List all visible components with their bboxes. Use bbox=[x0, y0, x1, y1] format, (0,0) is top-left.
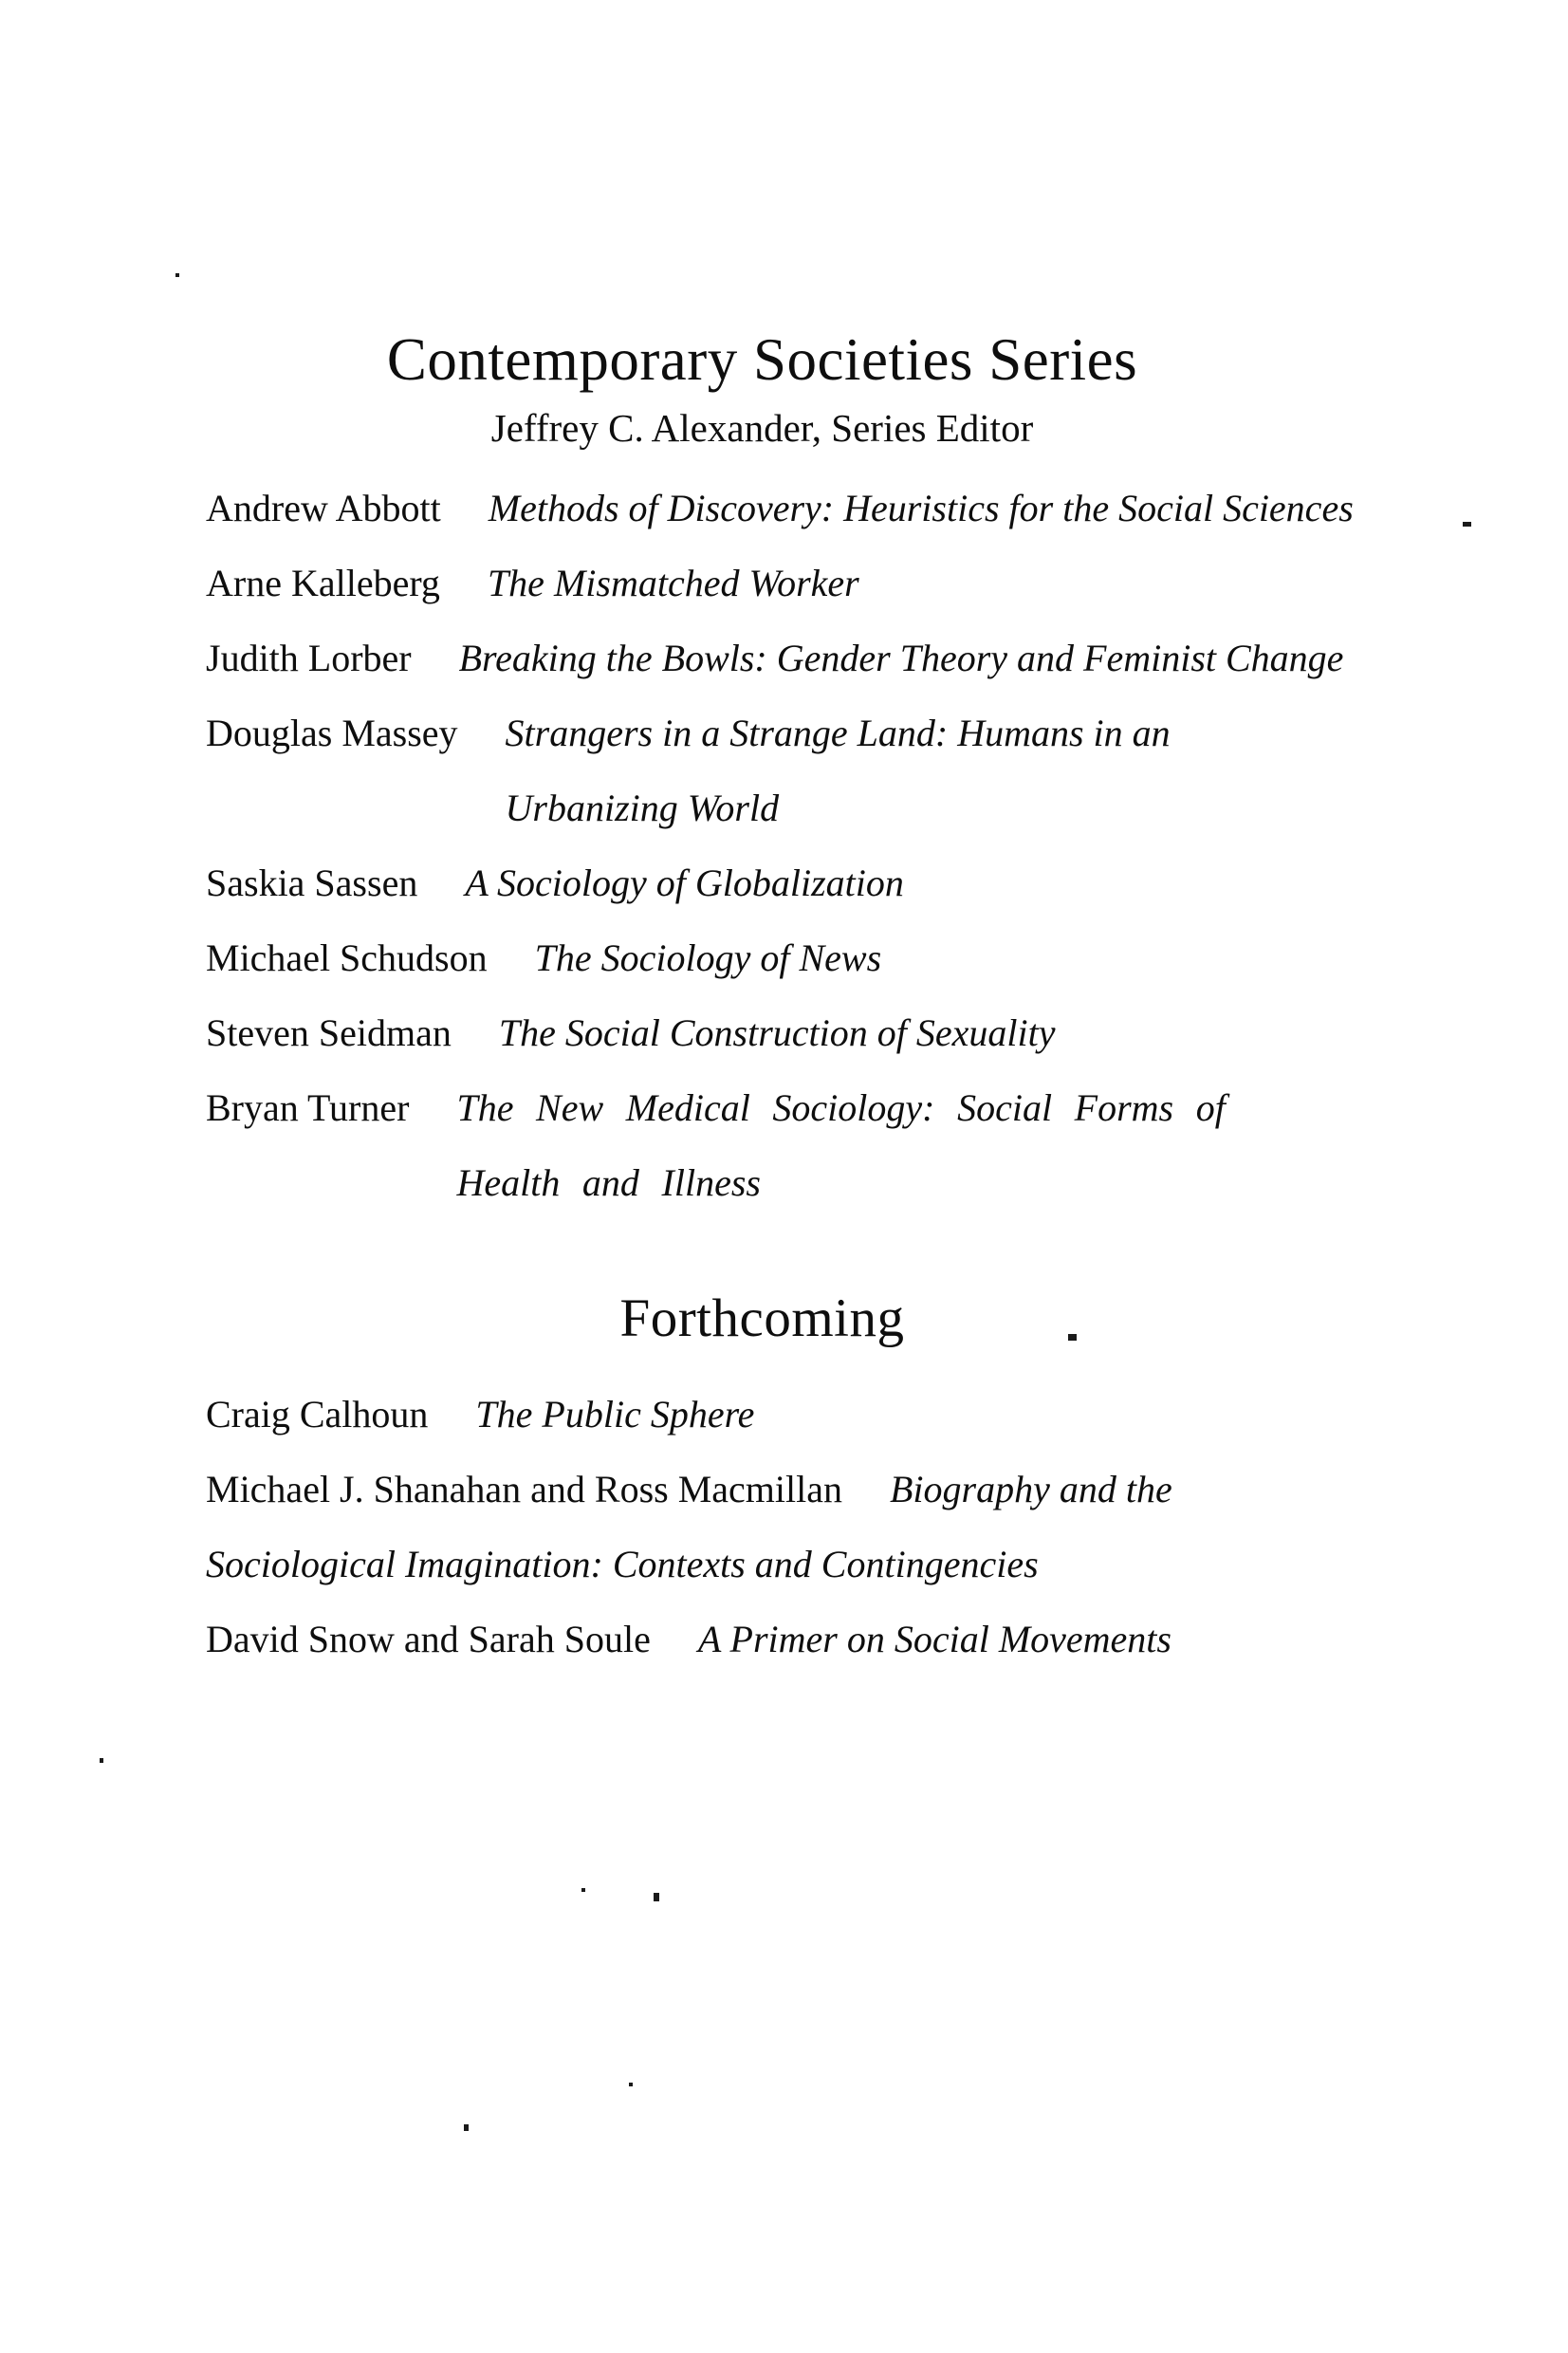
series-entry bbox=[206, 546, 1319, 621]
entry-author: Michael Schudson bbox=[206, 936, 488, 980]
series-list bbox=[206, 471, 1354, 1220]
series-entry bbox=[206, 695, 1319, 845]
entry-author: Saskia Sassen bbox=[206, 862, 418, 905]
scan-speck bbox=[629, 2083, 633, 2086]
series-editor-line: Jeffrey C. Alexander, Series Editor bbox=[490, 406, 1034, 450]
scan-speck bbox=[1068, 1334, 1077, 1341]
scan-speck bbox=[464, 2124, 469, 2131]
forthcoming-heading: Forthcoming bbox=[619, 1288, 905, 1349]
series-entry bbox=[206, 845, 1319, 920]
entry-title: The Public Sphere bbox=[475, 1392, 755, 1436]
scan-speck bbox=[175, 273, 179, 277]
scan-speck bbox=[1463, 522, 1471, 527]
entry-title: Strangers in a Strange Land: Humans in an Urbanizing World bbox=[505, 712, 1171, 830]
forthcoming-list bbox=[206, 1377, 1319, 1677]
series-title: Contemporary Societies Series bbox=[386, 326, 1138, 393]
entry-author: Bryan Turner bbox=[206, 1086, 410, 1130]
forthcoming-entry bbox=[206, 1602, 1319, 1677]
scan-speck bbox=[581, 1888, 585, 1892]
entry-title: A Sociology of Globalization bbox=[465, 862, 904, 905]
entry-author: Douglas Massey bbox=[206, 712, 458, 755]
entry-title: The Sociology of News bbox=[534, 936, 882, 980]
entry-title: The Social Construction of Sexuality bbox=[498, 1011, 1056, 1055]
entry-author: Judith Lorber bbox=[206, 637, 412, 680]
entry-author: Steven Seidman bbox=[206, 1011, 452, 1055]
entry-title: Biography and the Sociological Imagination: Contexts and Contingencies bbox=[206, 1467, 1172, 1585]
series-entry bbox=[206, 920, 1319, 995]
scan-speck bbox=[654, 1893, 659, 1901]
entry-title: A Primer on Social Movements bbox=[697, 1617, 1171, 1660]
scan-speck bbox=[100, 1758, 103, 1763]
entry-author: Arne Kalleberg bbox=[206, 562, 440, 605]
forthcoming-entry bbox=[206, 1377, 1319, 1452]
series-entry bbox=[206, 995, 1319, 1070]
series-entry bbox=[206, 471, 1354, 546]
entry-title: The New Medical Sociology: Social Forms of Health and Illness bbox=[456, 1086, 1226, 1205]
entry-author: David Snow and Sarah Soule bbox=[206, 1617, 651, 1660]
entry-title: Breaking the Bowls: Gender Theory and Feminist Change bbox=[458, 637, 1344, 680]
series-entry bbox=[206, 621, 1344, 695]
entry-author: Craig Calhoun bbox=[206, 1392, 429, 1436]
entry-title: The Mismatched Worker bbox=[487, 562, 859, 605]
forthcoming-entry bbox=[206, 1452, 1319, 1602]
series-entry bbox=[206, 1070, 1319, 1220]
entry-title: Methods of Discovery: Heuristics for the Social Sciences bbox=[488, 487, 1354, 530]
entry-author: Michael J. Shanahan and Ross Macmillan bbox=[206, 1467, 842, 1510]
text-block bbox=[206, 0, 1354, 1677]
entry-author: Andrew Abbott bbox=[206, 487, 441, 530]
